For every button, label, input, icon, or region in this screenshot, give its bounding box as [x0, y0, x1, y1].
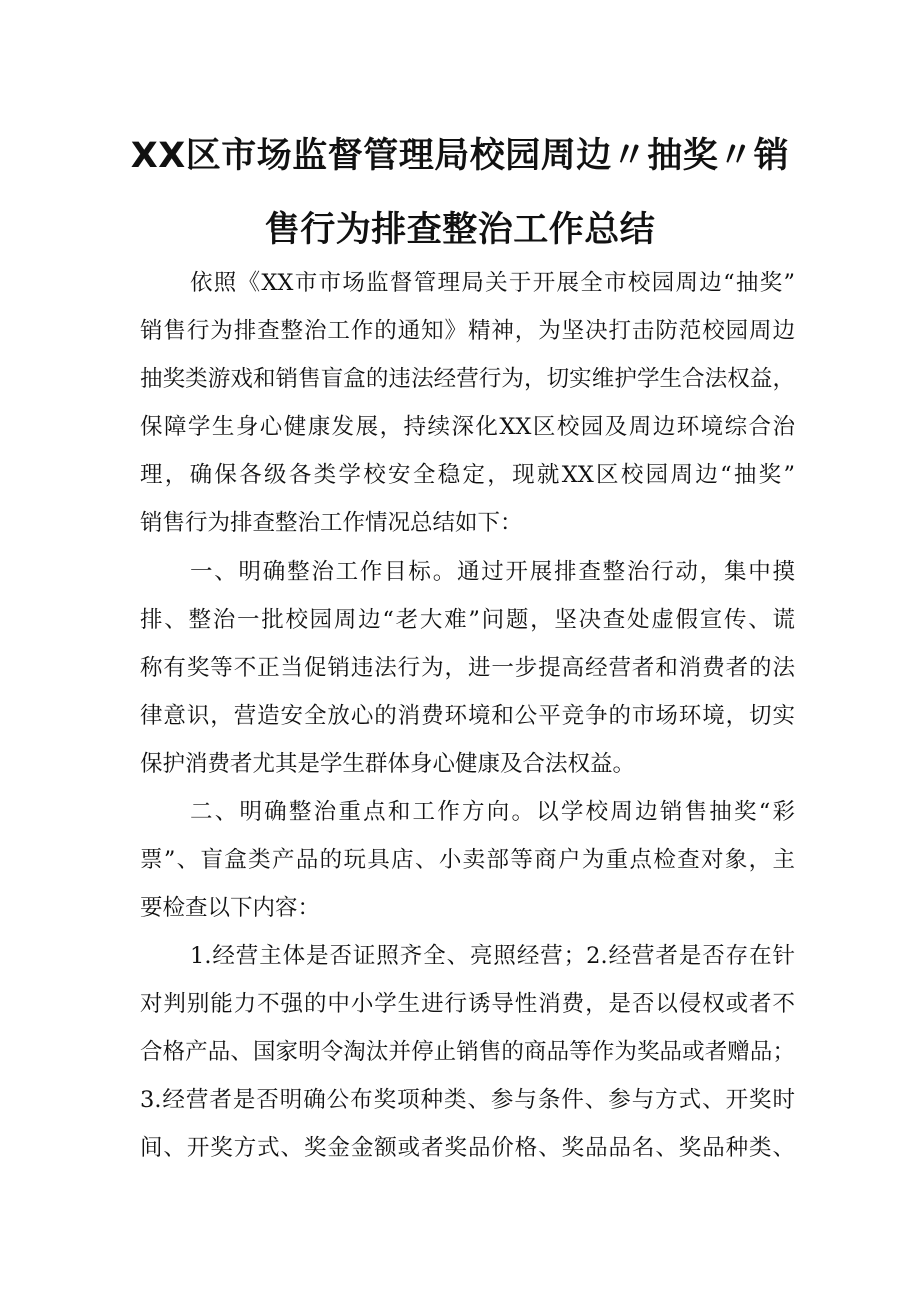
paragraph-goal-line-2: 排、整治一批校园周边“老大难”问题，坚决查处虚假宣传、谎 [140, 607, 795, 633]
paragraph-goal-line-4: 律意识，营造安全放心的消费环境和公平竞争的市场环境，切实 [140, 703, 795, 729]
document-title-line-1: XX区市场监督管理局校园周边〃抽奖〃销 [130, 136, 790, 176]
paragraph-intro-line-3: 抽奖类游戏和销售盲盒的违法经营行为，切实维护学生合法权益， [140, 366, 795, 392]
paragraph-items-line-2: 对判别能力不强的中小学生进行诱导性消费，是否以侵权或者不 [140, 991, 795, 1017]
paragraph-focus-line-3: 要检查以下内容： [140, 895, 321, 921]
paragraph-intro-line-5: 理，确保各级各类学校安全稳定，现就XX区校园周边“抽奖” [140, 462, 795, 488]
paragraph-focus-line-2: 票”、盲盒类产品的玩具店、小卖部等商户为重点检查对象，主 [140, 847, 795, 873]
paragraph-items-line-4: 3.经营者是否明确公布奖项种类、参与条件、参与方式、开奖时 [140, 1087, 795, 1113]
paragraph-intro-line-4: 保障学生身心健康发展，持续深化XX区校园及周边环境综合治 [140, 414, 795, 440]
paragraph-items-line-5: 间、开奖方式、奖金金额或者奖品价格、奖品品名、奖品种类、 [140, 1135, 795, 1161]
paragraph-intro-line-1: 依照《XX市市场监督管理局关于开展全市校园周边“抽奖” [190, 270, 795, 296]
paragraph-goal-line-5: 保护消费者尤其是学生群体身心健康及合法权益。 [140, 751, 636, 777]
paragraph-items-line-1: 1.经营主体是否证照齐全、亮照经营；2.经营者是否存在针 [190, 943, 795, 969]
paragraph-goal-line-1: 一、明确整治工作目标。通过开展排查整治行动，集中摸 [190, 559, 795, 585]
paragraph-intro-line-2: 销售行为排查整治工作的通知》精神，为坚决打击防范校园周边 [140, 318, 795, 344]
paragraph-goal-line-3: 称有奖等不正当促销违法行为，进一步提高经营者和消费者的法 [140, 655, 795, 681]
paragraph-items-line-3: 合格产品、国家明令淘汰并停止销售的商品等作为奖品或者赠品； [140, 1039, 795, 1065]
paragraph-focus-line-1: 二、明确整治重点和工作方向。以学校周边销售抽奖“彩 [190, 799, 795, 825]
paragraph-intro-line-6: 销售行为排查整治工作情况总结如下： [140, 510, 523, 536]
document-title-line-2: 售行为排查整治工作总结 [264, 210, 656, 250]
